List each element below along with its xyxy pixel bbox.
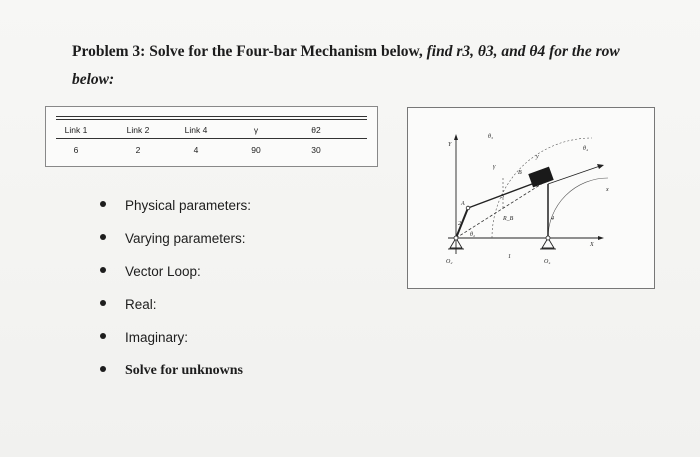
parameter-table bbox=[45, 106, 378, 167]
bullet-imaginary bbox=[100, 328, 420, 361]
problem-line2: below: bbox=[72, 71, 115, 88]
bullet-list bbox=[100, 196, 420, 394]
bullet-dot bbox=[100, 234, 106, 240]
label-link-2: 2 bbox=[458, 221, 461, 227]
fourbar-figure bbox=[407, 107, 655, 289]
bullet-physical-parameters bbox=[100, 196, 420, 229]
joint-o4 bbox=[546, 236, 550, 240]
table-top-rule bbox=[56, 116, 367, 117]
label-theta2: θ₂ bbox=[470, 232, 476, 238]
problem-prefix: Problem 3: Solve for the Four-bar Mechanism below, bbox=[72, 43, 423, 60]
bullet-text: Real: bbox=[125, 297, 157, 312]
label-x: X bbox=[590, 242, 594, 248]
problem-find: find r3, bbox=[426, 43, 474, 60]
bullet-solve-for-unknowns bbox=[100, 361, 420, 394]
table-value-gamma: 90 bbox=[251, 145, 261, 155]
table-value-link4: 4 bbox=[193, 145, 199, 155]
label-link-3: 3 bbox=[501, 194, 504, 200]
bullet-text: Solve for unknowns bbox=[125, 363, 244, 378]
table-header-gamma: γ bbox=[253, 125, 259, 135]
y-axis-arrow-icon bbox=[454, 134, 458, 140]
link-4-arrow-icon bbox=[597, 164, 604, 169]
problem-theta3: θ3, bbox=[477, 43, 498, 60]
table-header-rule bbox=[56, 138, 367, 139]
rb-vector bbox=[456, 183, 543, 238]
label-link-4: 4 bbox=[551, 216, 554, 222]
bullet-dot bbox=[100, 300, 106, 306]
link-4-extension bbox=[548, 166, 600, 184]
bullet-real bbox=[100, 295, 420, 328]
joint-o2 bbox=[454, 236, 458, 240]
bullet-dot bbox=[100, 201, 106, 207]
label-gamma: γ bbox=[493, 164, 496, 170]
joint-a bbox=[466, 206, 470, 210]
table-header-link1: Link 1 bbox=[64, 125, 88, 135]
label-o4: O₄ bbox=[544, 259, 551, 265]
label-theta4: θ₄ bbox=[583, 146, 589, 152]
problem-theta4: θ4 bbox=[529, 43, 546, 60]
label-y: Y bbox=[448, 142, 452, 148]
problem-for-the-row: for the row bbox=[549, 43, 620, 60]
slider-block bbox=[528, 167, 553, 188]
fourbar-diagram bbox=[408, 108, 654, 288]
label-x-small: x bbox=[606, 187, 609, 193]
bullet-text: Vector Loop: bbox=[125, 264, 201, 279]
bullet-vector-loop bbox=[100, 262, 420, 295]
theta3-arc bbox=[492, 138, 592, 238]
label-y-small: y bbox=[536, 154, 539, 160]
table-value-link2: 2 bbox=[135, 145, 141, 155]
bullet-text: Varying parameters: bbox=[125, 231, 246, 246]
bullet-dot bbox=[100, 366, 106, 372]
table-header-theta2: θ2 bbox=[311, 125, 321, 135]
label-o2: O₂ bbox=[446, 259, 453, 265]
theta4-arc bbox=[548, 178, 608, 238]
problem-statement bbox=[72, 38, 672, 94]
bullet-varying-parameters bbox=[100, 229, 420, 262]
table-header-link4: Link 4 bbox=[184, 125, 208, 135]
problem-and: and bbox=[501, 43, 526, 60]
table-header-link2: Link 2 bbox=[126, 125, 150, 135]
bullet-text: Imaginary: bbox=[125, 330, 189, 345]
table-value-theta2: 30 bbox=[311, 145, 321, 155]
bullet-dot bbox=[100, 267, 106, 273]
label-rb: R_B bbox=[503, 216, 514, 222]
label-a: A bbox=[461, 201, 465, 207]
label-link-1: 1 bbox=[508, 254, 511, 260]
label-theta3: θ₃ bbox=[488, 134, 494, 140]
x-axis-arrow-icon bbox=[598, 236, 604, 240]
label-b: B bbox=[518, 170, 522, 176]
table-value-link1: 6 bbox=[73, 145, 79, 155]
table-top-rule-2 bbox=[56, 119, 367, 120]
bullet-dot bbox=[100, 333, 106, 339]
bullet-text: Physical parameters: bbox=[125, 198, 252, 213]
